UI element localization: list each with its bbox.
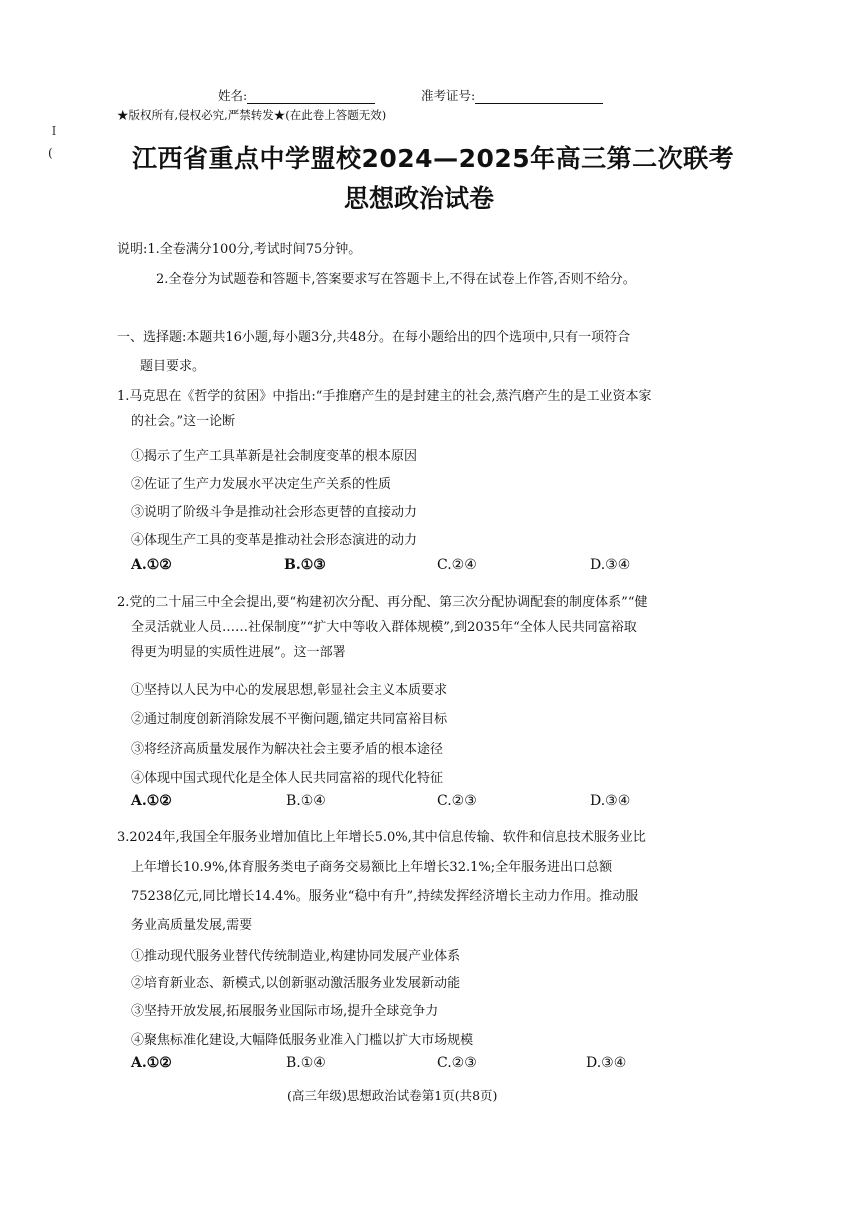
- q1-option-d: D.③④: [590, 557, 631, 573]
- q1-item-2: ②佐证了生产力发展水平决定生产关系的性质: [131, 477, 392, 492]
- q2-stem-line-1: 2.党的二十届三中全会提出,要“构建初次分配、再分配、第三次分配协调配套的制度体系”“健: [117, 595, 648, 610]
- q2-item-2: ②通过制度创新消除发展不平衡问题,锚定共同富裕目标: [131, 712, 448, 727]
- q1-option-a: A.①②: [131, 557, 172, 573]
- q3-option-d: D.③④: [586, 1055, 627, 1071]
- q3-item-1: ①推动现代服务业替代传统制造业,构建协同发展产业体系: [131, 949, 461, 964]
- q3-stem-line-1: 3.2024年,我国全年服务业增加值比上年增长5.0%,其中信息传输、软件和信息技术服务业比: [117, 830, 646, 845]
- q1-option-b: B.①③: [284, 557, 326, 573]
- instructions-line-2: 2.全卷分为试题卷和答题卡,答案要求写在答题卡上,不得在试卷上作答,否则不给分。: [156, 272, 636, 287]
- name-blank: [247, 89, 375, 104]
- q1-option-c: C.②④: [437, 557, 477, 573]
- q2-item-4: ④体现中国式现代化是全体人民共同富裕的现代化特征: [131, 771, 444, 786]
- name-label: 姓名:: [218, 88, 248, 103]
- exam-number-label: 准考证号:: [421, 88, 476, 103]
- q3-item-3: ③坚持开放发展,拓展服务业国际市场,提升全球竞争力: [131, 1004, 439, 1019]
- q2-stem-line-3: 得更为明显的实质性进展”。这一部署: [131, 645, 346, 660]
- q1-stem-line-1: 1.马克思在《哲学的贫困》中指出:“手推磨产生的是封建主的社会,蒸汽磨产生的是工业资本家: [117, 389, 652, 404]
- q2-item-3: ③将经济高质量发展作为解决社会主要矛盾的根本途径: [131, 742, 444, 757]
- q1-stem-line-2: 的社会。”这一论断: [131, 414, 236, 429]
- copyright-notice: ★版权所有,侵权必究,严禁转发★(在此卷上答题无效): [117, 108, 387, 122]
- section-heading-line-1: 一、选择题:本题共16小题,每小题3分,共48分。在每小题给出的四个选项中,只有一项符合: [117, 330, 631, 345]
- q2-item-1: ①坚持以人民为中心的发展思想,彰显社会主义本质要求: [131, 683, 448, 698]
- q3-stem-line-2: 上年增长10.9%,体育服务类电子商务交易额比上年增长32.1%;全年服务进出口总额: [131, 860, 613, 875]
- section-heading-line-2: 题目要求。: [140, 359, 206, 374]
- name-field: [218, 86, 375, 104]
- q1-item-3: ③说明了阶级斗争是推动社会形态更替的直接动力: [131, 505, 418, 520]
- q2-option-d: D.③④: [590, 793, 631, 809]
- exam-number-field: [421, 86, 603, 104]
- exam-subtitle: 思想政治试卷: [344, 184, 495, 213]
- margin-mark-2: (: [48, 146, 53, 160]
- q1-item-1: ①揭示了生产工具革新是社会制度变革的根本原因: [131, 449, 418, 464]
- q3-item-2: ②培育新业态、新模式,以创新驱动激活服务业发展新动能: [131, 976, 461, 991]
- q3-option-a: A.①②: [131, 1055, 172, 1071]
- q3-item-4: ④聚焦标准化建设,大幅降低服务业准入门槛以扩大市场规模: [131, 1033, 474, 1048]
- q3-stem-line-3: 75238亿元,同比增长14.4%。服务业“稳中有升”,持续发挥经济增长主动力作用。推动服: [131, 889, 639, 904]
- exam-title: 江西省重点中学盟校2024—2025年高三第二次联考: [132, 144, 735, 173]
- q3-option-c: C.②③: [437, 1055, 477, 1071]
- q2-option-c: C.②③: [437, 793, 477, 809]
- page-footer: (高三年级)思想政治试卷第1页(共8页): [287, 1088, 498, 1103]
- exam-number-blank: [475, 89, 603, 104]
- q3-stem-line-4: 务业高质量发展,需要: [131, 918, 253, 933]
- q2-stem-line-2: 全灵活就业人员……社保制度”“扩大中等收入群体规模”,到2035年“全体人民共同富裕取: [131, 620, 637, 635]
- margin-mark-1: Ｉ: [48, 124, 61, 138]
- q2-option-a: A.①②: [131, 793, 172, 809]
- q1-item-4: ④体现生产工具的变革是推动社会形态演进的动力: [131, 533, 418, 548]
- q3-option-b: B.①④: [286, 1055, 326, 1071]
- q2-option-b: B.①④: [286, 793, 326, 809]
- instructions-line-1: 说明:1.全卷满分100分,考试时间75分钟。: [117, 242, 362, 257]
